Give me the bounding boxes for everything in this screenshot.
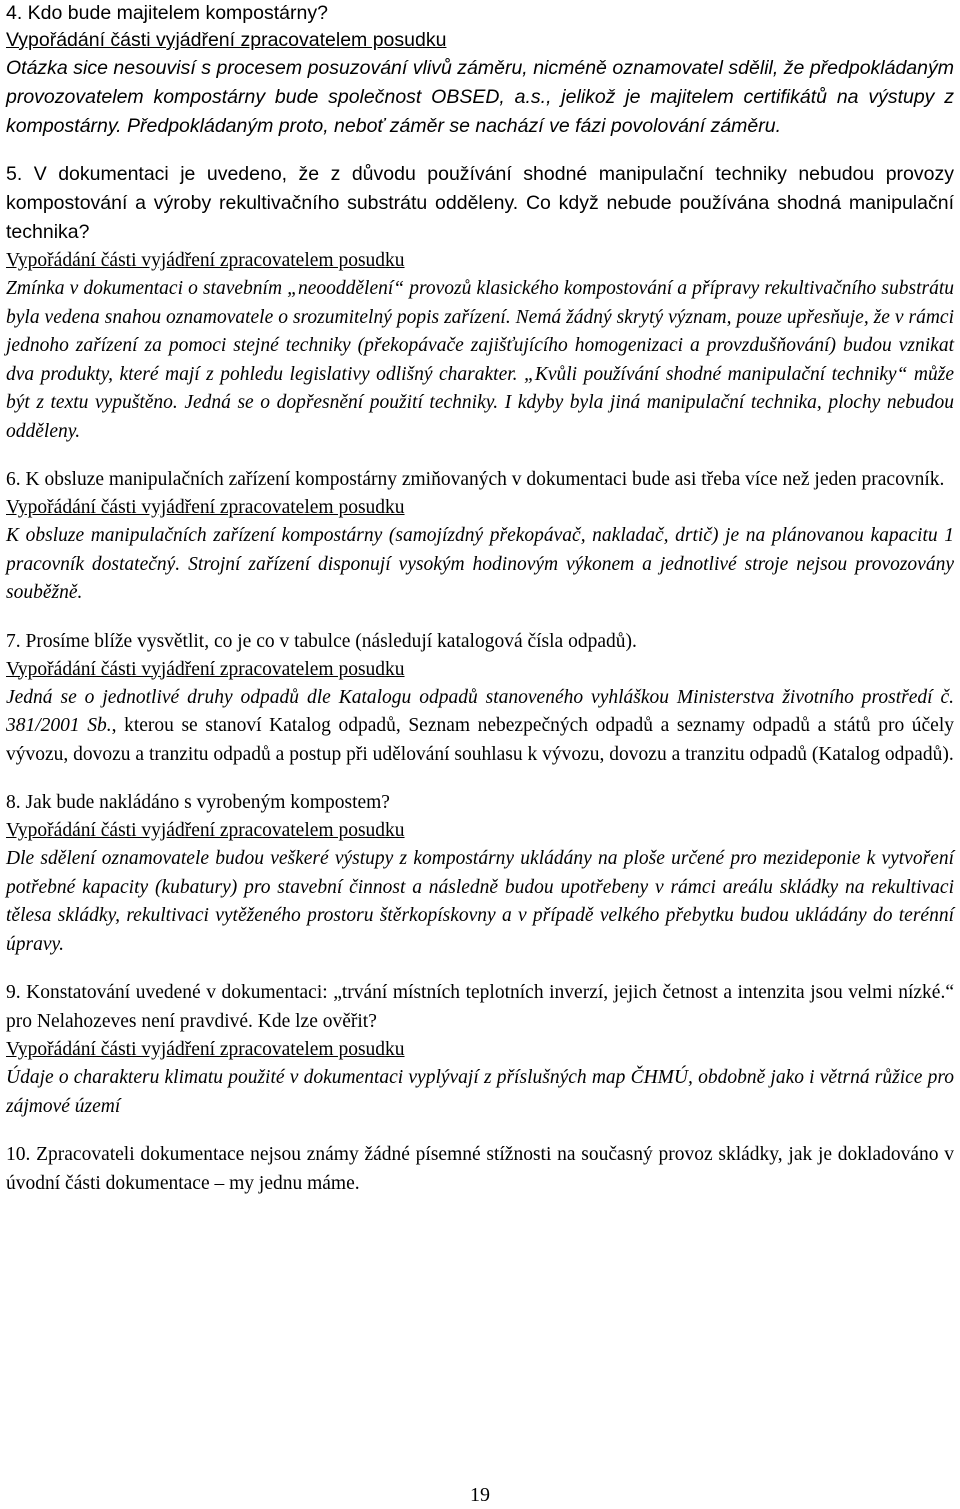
page-number: 19 bbox=[470, 1484, 490, 1506]
document-page bbox=[6, 0, 954, 1217]
section-5 bbox=[6, 160, 954, 446]
section-4 bbox=[6, 0, 954, 141]
answer-8: Dle sdělení oznamovatele budou veškeré výstupy z kompostárny ukládány na ploše určené pro mezideponie k vytvoření potřebné kapacity (kubatury) pro stavební činnost a následně budou upotřebeny v rámci areálu skládky na rekultivaci tělesa skládky, rekultivaci vytěženého prostoru štěrkopískovny a v případě velkého přebytku budou ukládány do terénní úpravy. bbox=[6, 848, 954, 955]
answer-7-italic: Jedná se o jednotlivé druhy odpadů dle Katalogu odpadů stanoveného vyhláškou Ministerstva životního prostředí č. 381/2001 Sb. bbox=[6, 686, 954, 736]
section-6 bbox=[6, 465, 954, 608]
question-7: 7. Prosíme blíže vysvětlit, co je co v tabulce (následují katalogová čísla odpadů). bbox=[6, 630, 637, 652]
section-8 bbox=[6, 788, 954, 959]
question-10: 10. Zpracovateli dokumentace nejsou známy žádné písemné stížnosti na současný provoz skládky, jak je dokladováno v úvodní části dokumentace – my jednu máme. bbox=[6, 1144, 954, 1194]
question-8: 8. Jak bude nakládáno s vyrobeným kompostem? bbox=[6, 792, 390, 813]
section-10 bbox=[6, 1140, 954, 1198]
heading-9: Vypořádání části vyjádření zpracovatelem posudku bbox=[6, 1039, 405, 1060]
heading-4: Vypořádání části vyjádření zpracovatelem posudku bbox=[6, 29, 447, 51]
question-9: 9. Konstatování uvedené v dokumentaci: „trvání místních teplotních inverzí, jejich četnost a intenzita jsou velmi nízké.“ pro Nelahozeves není pravdivé. Kde lze ověřit? bbox=[6, 982, 954, 1032]
answer-7 bbox=[6, 684, 954, 770]
heading-6: Vypořádání části vyjádření zpracovatelem posudku bbox=[6, 497, 405, 518]
heading-7: Vypořádání části vyjádření zpracovatelem posudku bbox=[6, 658, 405, 680]
section-7 bbox=[6, 627, 954, 770]
question-4: 4. Kdo bude majitelem kompostárny? bbox=[6, 2, 328, 24]
heading-8: Vypořádání části vyjádření zpracovatelem posudku bbox=[6, 820, 405, 841]
answer-7-upright: , kterou se stanoví Katalog odpadů, Seznam nebezpečných odpadů a seznamy odpadů a států pro účely vývozu, dovozu a tranzitu odpadů a postup při udělování souhlasu k vývozu, dovozu a tranzitu odpadů (Katalog odpadů). bbox=[6, 715, 955, 765]
answer-9: Údaje o charakteru klimatu použité v dokumentaci vyplývají z příslušných map ČHMÚ, obdobně jako i větrná růžice pro zájmové území bbox=[6, 1067, 954, 1117]
answer-4: Otázka sice nesouvisí s procesem posuzování vlivů záměru, nicméně oznamovatel sdělil, že předpokládaným provozovatelem kompostárny bude společnost OBSED, a.s., jelikož je majitelem certifikátů na výstupy z kompostárny. Předpokládaným proto, neboť záměr se nachází ve fázi povolování záměru. bbox=[6, 57, 954, 137]
question-5: 5. V dokumentaci je uvedeno, že z důvodu používání shodné manipulační techniky nebudou provozy kompostování a výroby rekultivačního substrátu odděleny. Co když nebude používána shodná manipulační technika? bbox=[6, 163, 954, 243]
question-6: 6. K obsluze manipulačních zařízení kompostárny zmiňovaných v dokumentaci bude asi třeba více než jeden pracovník. bbox=[6, 469, 945, 490]
section-9 bbox=[6, 978, 954, 1121]
heading-5: Vypořádání části vyjádření zpracovatelem posudku bbox=[6, 250, 405, 271]
answer-5: Zmínka v dokumentaci o stavebním „neooddělení“ provozů klasického kompostování a přípravy rekultivačního substrátu byla vedena snahou oznamovatele o srozumitelný popis zařízení. Nemá žádný skrytý význam, pouze upřesňuje, že v rámci jednoho zařízení za pomoci stejné techniky (překopávače zajišťujícího homogenizaci a provzdušňování) budou vznikat dva produkty, které mají z pohledu legislativy odlišný charakter. „Kvůli používání shodné manipulační techniky“ může být z textu vypuštěno. Jedná se o dopřesnění použití techniky. I kdyby byla jiná manipulační technika, plochy nebudou odděleny. bbox=[6, 278, 954, 442]
answer-6: K obsluze manipulačních zařízení kompostárny (samojízdný překopávač, nakladač, drtič) je na plánovanou kapacitu 1 pracovník dostatečný. Strojní zařízení disponují vysokým hodinovým výkonem a jednotlivé stroje nejsou provozovány souběžně. bbox=[6, 525, 954, 603]
